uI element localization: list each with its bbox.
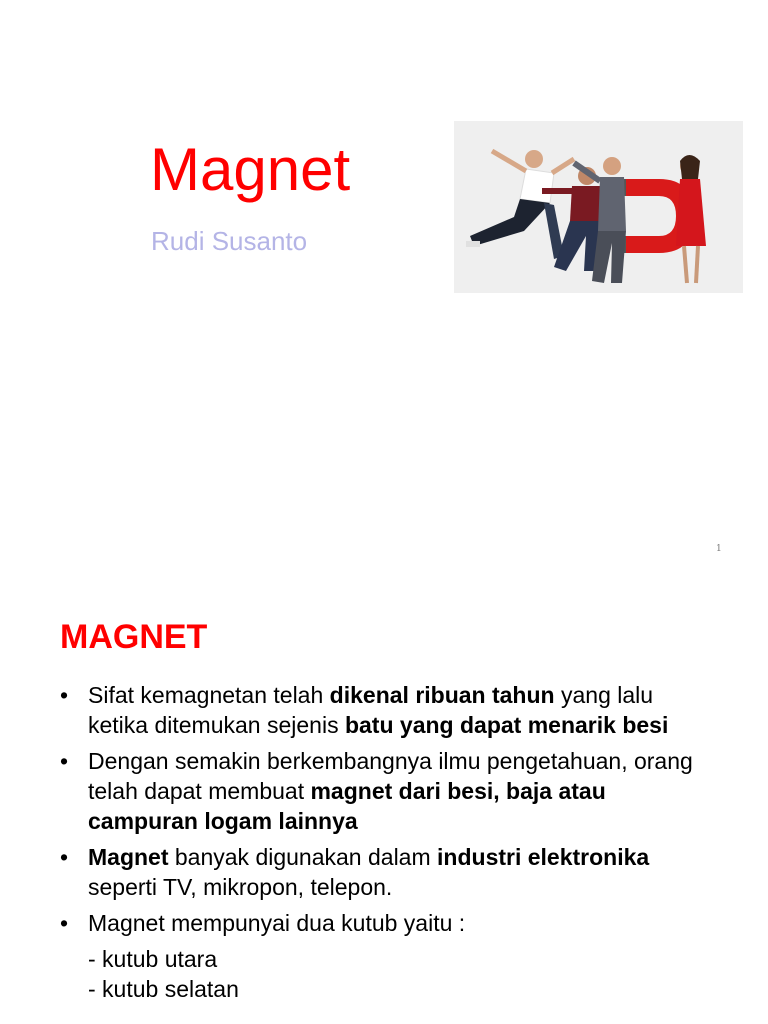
slide-title: Magnet — [150, 136, 351, 203]
bullet-text: seperti TV, mikropon, telepon. — [88, 874, 393, 900]
slide-subtitle: Rudi Susanto — [151, 226, 308, 256]
bullet-text: Sifat kemagnetan telah — [88, 682, 330, 708]
bullet-bold-text: magnet dari besi, baja atau campuran logam lainnya — [88, 778, 606, 834]
sub-item: - kutub selatan — [88, 976, 239, 1002]
bullet-item — [60, 680, 700, 740]
content-slide — [0, 576, 768, 1024]
bullet-bold-text: industri elektronika — [437, 844, 650, 870]
bullet-list — [60, 680, 700, 1004]
bullet-text: Dengan semakin berkembangnya ilmu pengetahuan, orang telah dapat membuat — [88, 748, 693, 804]
photo-illustration — [454, 121, 743, 293]
bullet-item — [60, 842, 700, 902]
bullet-item — [60, 908, 700, 938]
bullet-text: banyak digunakan dalam — [168, 844, 438, 870]
sub-item: - kutub utara — [88, 946, 218, 972]
bullet-text: Magnet mempunyai dua kutub yaitu : — [88, 910, 466, 936]
bullet-bold-text: dikenal ribuan tahun — [329, 682, 555, 708]
bullet-bold-text: batu yang dapat menarik besi — [344, 712, 669, 738]
section-title: MAGNET — [60, 618, 208, 656]
magnet-people-photo — [454, 121, 743, 293]
bullet-item — [60, 746, 700, 836]
page-number: 1 — [716, 544, 722, 554]
bullet-bold-text: Magnet — [88, 844, 169, 870]
bullet-text: yang lalu ketika ditemukan sejenis — [88, 682, 654, 738]
